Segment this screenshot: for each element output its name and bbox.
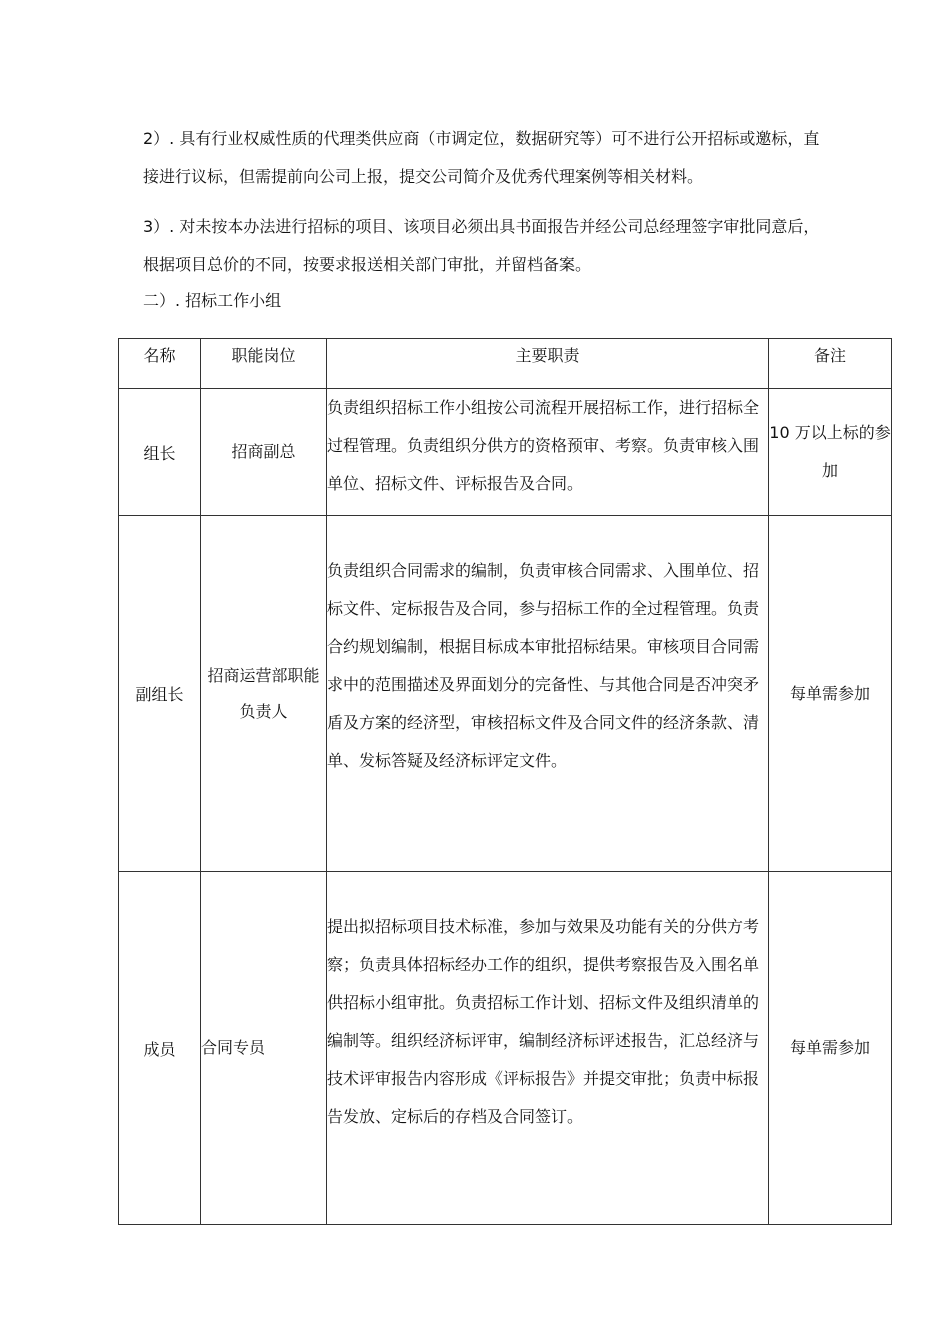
row-note: 10 万以上标的参加: [769, 389, 892, 516]
paragraph-agency-suppliers: 2）. 具有行业权威性质的代理类供应商（市调定位，数据研究等）可不进行公开招标或邀标，直接进行议标，但需提前向公司上报，提交公司简介及优秀代理案例等相关材料。: [143, 129, 820, 186]
row-name: 组长: [119, 389, 201, 516]
table-row: [119, 389, 892, 516]
row-note: 每单需参加: [769, 516, 892, 872]
table-row: [119, 516, 892, 872]
header-duty: 主要职责: [327, 339, 769, 389]
row-duty: 负责组织合同需求的编制，负责审核合同需求、入围单位、招标文件、定标报告及合同，参与招标工作的全过程管理。负责合约规划编制，根据目标成本审批招标结果。审核项目合同需求中的范围描述及界面划分的完备性、与其他合同是否冲突矛盾及方案的经济型，审核招标文件及合同文件的经济条款、清单、发标答疑及经济标评定文件。: [327, 516, 769, 872]
row-duty: 负责组织招标工作小组按公司流程开展招标工作，进行招标全过程管理。负责组织分供方的资格预审、考察。负责审核入围单位、招标文件、评标报告及合同。: [327, 389, 769, 516]
header-post: 职能岗位: [201, 339, 327, 389]
row-post: 招商运营部职能负责人: [201, 516, 327, 872]
row-note: 每单需参加: [769, 872, 892, 1225]
table-header-row: [119, 339, 892, 389]
bidding-group-table: [118, 338, 892, 1225]
row-post: 合同专员: [201, 872, 327, 1225]
row-name: 副组长: [119, 516, 201, 872]
section-heading-bidding-group: 二）. 招标工作小组: [143, 291, 282, 310]
row-name: 成员: [119, 872, 201, 1225]
paragraph-non-compliant-projects: 3）. 对未按本办法进行招标的项目、该项目必须出具书面报告并经公司总经理签字审批同意后，根据项目总价的不同，按要求报送相关部门审批，并留档备案。: [143, 217, 820, 274]
row-duty: 提出拟招标项目技术标准，参加与效果及功能有关的分供方考察；负责具体招标经办工作的组织，提供考察报告及入围名单供招标小组审批。负责招标工作计划、招标文件及组织清单的编制等。组织经济标评审，编制经济标评述报告，汇总经济与技术评审报告内容形成《评标报告》并提交审批；负责中标报告发放、定标后的存档及合同签订。: [327, 872, 769, 1225]
row-post: 招商副总: [201, 389, 327, 516]
table-row: [119, 872, 892, 1225]
header-note: 备注: [769, 339, 892, 389]
header-name: 名称: [119, 339, 201, 389]
